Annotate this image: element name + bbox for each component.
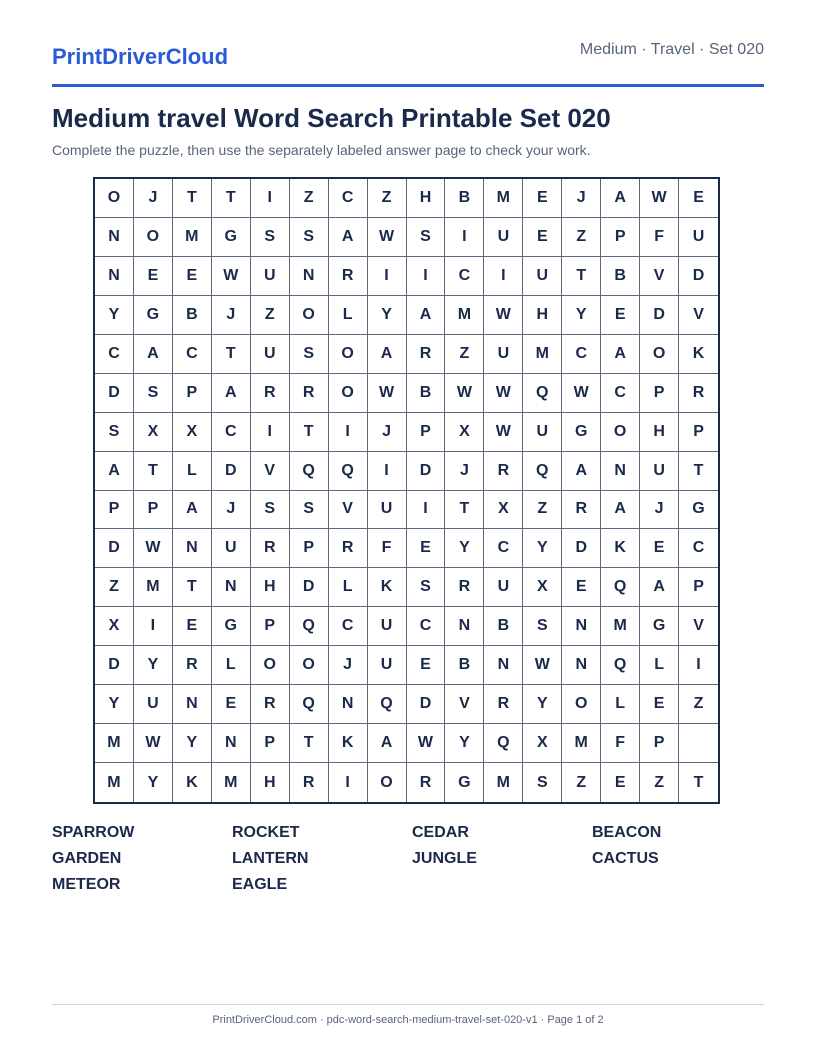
grid-cell[interactable]: E bbox=[173, 257, 212, 296]
grid-cell[interactable]: Y bbox=[368, 296, 407, 335]
grid-cell[interactable]: O bbox=[290, 646, 329, 685]
grid-cell[interactable]: Q bbox=[368, 685, 407, 724]
grid-cell[interactable]: E bbox=[212, 685, 251, 724]
grid-cell[interactable]: R bbox=[329, 529, 368, 568]
grid-cell[interactable]: N bbox=[562, 607, 601, 646]
grid-cell[interactable]: M bbox=[134, 568, 173, 607]
grid-cell[interactable]: E bbox=[407, 646, 446, 685]
grid-cell[interactable]: O bbox=[134, 218, 173, 257]
grid-cell[interactable]: T bbox=[445, 491, 484, 530]
grid-cell[interactable]: M bbox=[95, 724, 134, 763]
grid-cell[interactable]: C bbox=[407, 607, 446, 646]
word-list-item: SPARROW bbox=[52, 824, 135, 841]
puzzle-meta: Medium · Travel · Set 020 bbox=[579, 41, 764, 58]
grid-cell[interactable]: S bbox=[407, 568, 446, 607]
grid-cell[interactable]: I bbox=[329, 413, 368, 452]
grid-cell[interactable]: L bbox=[329, 568, 368, 607]
grid-cell[interactable]: S bbox=[95, 413, 134, 452]
grid-cell[interactable]: I bbox=[329, 763, 368, 802]
grid-cell[interactable]: D bbox=[95, 646, 134, 685]
grid-cell[interactable]: A bbox=[212, 374, 251, 413]
grid-cell[interactable]: A bbox=[601, 179, 640, 218]
grid-cell[interactable]: A bbox=[368, 335, 407, 374]
grid-cell[interactable]: R bbox=[290, 374, 329, 413]
grid-cell[interactable]: Q bbox=[601, 568, 640, 607]
grid-cell[interactable]: I bbox=[484, 257, 523, 296]
grid-cell[interactable]: T bbox=[134, 452, 173, 491]
word-list-item: EAGLE bbox=[232, 876, 288, 893]
grid-cell[interactable]: V bbox=[679, 296, 718, 335]
grid-cell[interactable]: P bbox=[251, 607, 290, 646]
grid-cell[interactable]: G bbox=[640, 607, 679, 646]
grid-cell[interactable]: N bbox=[601, 452, 640, 491]
grid-cell[interactable]: I bbox=[368, 452, 407, 491]
grid-cell[interactable]: E bbox=[601, 763, 640, 802]
grid-cell[interactable]: E bbox=[640, 685, 679, 724]
grid-cell[interactable]: I bbox=[251, 413, 290, 452]
grid-cell[interactable]: P bbox=[679, 568, 718, 607]
grid-cell[interactable]: N bbox=[212, 724, 251, 763]
grid-cell[interactable]: L bbox=[329, 296, 368, 335]
grid-cell[interactable]: Z bbox=[640, 763, 679, 802]
grid-cell[interactable]: H bbox=[523, 296, 562, 335]
grid-cell[interactable]: S bbox=[134, 374, 173, 413]
grid-cell[interactable]: X bbox=[523, 724, 562, 763]
grid-cell[interactable]: V bbox=[679, 607, 718, 646]
grid-cell[interactable]: W bbox=[562, 374, 601, 413]
grid-cell[interactable]: W bbox=[134, 529, 173, 568]
grid-cell[interactable]: J bbox=[445, 452, 484, 491]
grid-cell[interactable]: T bbox=[290, 724, 329, 763]
grid-cell[interactable]: N bbox=[445, 607, 484, 646]
word-list-item: JUNGLE bbox=[412, 850, 477, 867]
grid-cell[interactable]: T bbox=[562, 257, 601, 296]
grid-cell[interactable]: E bbox=[601, 296, 640, 335]
grid-cell[interactable]: E bbox=[640, 529, 679, 568]
grid-cell[interactable]: U bbox=[484, 568, 523, 607]
grid-cell[interactable]: Z bbox=[562, 763, 601, 802]
grid-cell[interactable]: Z bbox=[523, 491, 562, 530]
grid-cell[interactable]: B bbox=[601, 257, 640, 296]
grid-cell[interactable]: W bbox=[445, 374, 484, 413]
grid-cell[interactable]: R bbox=[251, 685, 290, 724]
grid-cell[interactable]: X bbox=[484, 491, 523, 530]
grid-cell[interactable]: U bbox=[251, 335, 290, 374]
grid-cell[interactable]: L bbox=[640, 646, 679, 685]
grid-cell[interactable]: O bbox=[601, 413, 640, 452]
grid-cell[interactable]: R bbox=[329, 257, 368, 296]
grid-cell[interactable]: F bbox=[640, 218, 679, 257]
grid-cell[interactable]: D bbox=[407, 685, 446, 724]
word-list-item: ROCKET bbox=[232, 824, 300, 841]
grid-cell[interactable]: P bbox=[679, 413, 718, 452]
grid-cell[interactable]: S bbox=[407, 218, 446, 257]
grid-cell[interactable]: C bbox=[601, 374, 640, 413]
grid-cell[interactable]: U bbox=[640, 452, 679, 491]
grid-cell[interactable]: J bbox=[329, 646, 368, 685]
grid-cell[interactable]: U bbox=[523, 257, 562, 296]
grid-cell[interactable]: D bbox=[95, 374, 134, 413]
grid-cell[interactable]: J bbox=[134, 179, 173, 218]
grid-cell[interactable]: G bbox=[445, 763, 484, 802]
grid-cell[interactable]: U bbox=[523, 413, 562, 452]
grid-cell[interactable]: S bbox=[523, 763, 562, 802]
grid-cell[interactable]: R bbox=[445, 568, 484, 607]
word-search-grid bbox=[93, 177, 720, 804]
grid-cell[interactable]: A bbox=[173, 491, 212, 530]
grid-cell[interactable]: A bbox=[562, 452, 601, 491]
grid-cell[interactable]: N bbox=[562, 646, 601, 685]
grid-cell[interactable]: G bbox=[212, 607, 251, 646]
grid-cell[interactable]: N bbox=[95, 218, 134, 257]
grid-cell[interactable]: Y bbox=[562, 296, 601, 335]
grid-cell[interactable]: T bbox=[290, 413, 329, 452]
grid-cell[interactable]: P bbox=[640, 374, 679, 413]
grid-cell[interactable]: M bbox=[445, 296, 484, 335]
grid-cell[interactable]: P bbox=[290, 529, 329, 568]
grid-cell[interactable]: Y bbox=[134, 763, 173, 802]
grid-cell[interactable]: Y bbox=[95, 296, 134, 335]
grid-cell[interactable]: I bbox=[679, 646, 718, 685]
grid-cell[interactable]: X bbox=[134, 413, 173, 452]
grid-cell[interactable]: K bbox=[601, 529, 640, 568]
grid-cell[interactable]: L bbox=[173, 452, 212, 491]
grid-cell[interactable]: U bbox=[484, 218, 523, 257]
grid-cell[interactable]: E bbox=[407, 529, 446, 568]
grid-cell[interactable]: W bbox=[407, 724, 446, 763]
grid-cell[interactable]: R bbox=[173, 646, 212, 685]
grid-cell[interactable]: B bbox=[445, 179, 484, 218]
grid-cell[interactable]: Z bbox=[445, 335, 484, 374]
grid-cell[interactable]: L bbox=[212, 646, 251, 685]
grid-cell[interactable]: S bbox=[290, 335, 329, 374]
grid-cell[interactable]: C bbox=[329, 607, 368, 646]
grid-cell[interactable]: W bbox=[368, 374, 407, 413]
grid-cell[interactable]: P bbox=[640, 724, 679, 763]
grid-cell[interactable]: J bbox=[212, 296, 251, 335]
grid-cell[interactable]: U bbox=[679, 218, 718, 257]
grid-cell[interactable]: D bbox=[95, 529, 134, 568]
grid-cell[interactable]: Z bbox=[368, 179, 407, 218]
grid-cell[interactable]: P bbox=[407, 413, 446, 452]
grid-cell[interactable]: X bbox=[173, 413, 212, 452]
grid-cell[interactable]: T bbox=[173, 179, 212, 218]
grid-cell[interactable]: R bbox=[251, 374, 290, 413]
word-list-item: CACTUS bbox=[592, 850, 659, 867]
grid-cell[interactable]: G bbox=[134, 296, 173, 335]
grid-cell[interactable]: V bbox=[251, 452, 290, 491]
grid-cell[interactable]: M bbox=[601, 607, 640, 646]
grid-cell[interactable]: E bbox=[523, 179, 562, 218]
grid-cell[interactable]: D bbox=[640, 296, 679, 335]
grid-cell[interactable]: V bbox=[640, 257, 679, 296]
grid-cell[interactable]: O bbox=[329, 335, 368, 374]
page-footer: PrintDriverCloud.com · pdc-word-search-medium-travel-set-020-v1 · Page 1 of 2 bbox=[212, 1014, 604, 1026]
grid-cell[interactable]: S bbox=[290, 218, 329, 257]
grid-cell[interactable]: Y bbox=[523, 685, 562, 724]
grid-cell[interactable]: C bbox=[173, 335, 212, 374]
grid-cell[interactable]: J bbox=[368, 413, 407, 452]
grid-cell[interactable]: T bbox=[693, 773, 704, 791]
grid-cell[interactable]: C bbox=[445, 257, 484, 296]
grid-cell[interactable]: K bbox=[368, 568, 407, 607]
grid-cell[interactable]: F bbox=[368, 529, 407, 568]
grid-cell[interactable] bbox=[679, 724, 718, 763]
grid-cell[interactable]: R bbox=[407, 335, 446, 374]
grid-cell[interactable]: S bbox=[251, 491, 290, 530]
grid-cell[interactable]: O bbox=[562, 685, 601, 724]
grid-cell[interactable]: Q bbox=[290, 685, 329, 724]
grid-cell[interactable]: D bbox=[407, 452, 446, 491]
grid-cell[interactable]: R bbox=[407, 763, 446, 802]
grid-cell[interactable]: R bbox=[484, 452, 523, 491]
grid-cell[interactable]: W bbox=[484, 413, 523, 452]
grid-cell[interactable]: P bbox=[173, 374, 212, 413]
grid-cell[interactable]: M bbox=[212, 763, 251, 802]
page-header bbox=[52, 36, 764, 87]
grid-cell[interactable]: E bbox=[562, 568, 601, 607]
grid-cell[interactable]: J bbox=[640, 491, 679, 530]
grid-cell[interactable]: S bbox=[251, 218, 290, 257]
grid-cell[interactable]: F bbox=[601, 724, 640, 763]
grid-cell[interactable]: T bbox=[679, 452, 718, 491]
grid-cell[interactable]: J bbox=[212, 491, 251, 530]
grid-cell[interactable]: Y bbox=[173, 724, 212, 763]
word-list bbox=[52, 824, 772, 895]
grid-cell[interactable]: J bbox=[562, 179, 601, 218]
grid-cell[interactable]: G bbox=[562, 413, 601, 452]
word-list-item: CEDAR bbox=[412, 824, 469, 841]
grid-cell[interactable]: L bbox=[601, 685, 640, 724]
grid-cell[interactable]: O bbox=[290, 296, 329, 335]
grid-cell[interactable]: D bbox=[290, 568, 329, 607]
grid-cell[interactable]: W bbox=[640, 179, 679, 218]
grid-cell[interactable]: B bbox=[173, 296, 212, 335]
grid-cell[interactable]: W bbox=[134, 724, 173, 763]
grid-cell[interactable]: D bbox=[679, 257, 718, 296]
grid-cell[interactable]: B bbox=[484, 607, 523, 646]
grid-cell[interactable]: R bbox=[679, 374, 718, 413]
grid-cell[interactable]: C bbox=[95, 335, 134, 374]
grid-cell[interactable]: I bbox=[407, 257, 446, 296]
grid-cell[interactable]: I bbox=[134, 607, 173, 646]
page-title: Medium travel Word Search Printable Set 020 bbox=[52, 103, 611, 133]
grid-cell[interactable]: U bbox=[134, 685, 173, 724]
grid-cell[interactable]: A bbox=[601, 491, 640, 530]
grid-cell[interactable]: C bbox=[329, 179, 368, 218]
grid-cell[interactable]: K bbox=[173, 763, 212, 802]
grid-cell[interactable]: O bbox=[95, 179, 134, 218]
grid-cell[interactable]: X bbox=[445, 413, 484, 452]
grid-cell[interactable]: K bbox=[679, 335, 718, 374]
footer-divider bbox=[52, 1004, 764, 1005]
grid-cell[interactable]: Y bbox=[95, 685, 134, 724]
grid-cell[interactable]: E bbox=[173, 607, 212, 646]
grid-cell[interactable]: A bbox=[329, 218, 368, 257]
grid-cell[interactable]: T bbox=[212, 335, 251, 374]
grid-cell[interactable]: C bbox=[562, 335, 601, 374]
grid-cell[interactable]: U bbox=[484, 335, 523, 374]
grid-cell[interactable]: M bbox=[484, 763, 523, 802]
grid-cell[interactable]: M bbox=[95, 763, 134, 802]
grid-cell[interactable]: N bbox=[329, 685, 368, 724]
grid-cell[interactable]: N bbox=[95, 257, 134, 296]
grid-cell[interactable]: D bbox=[562, 529, 601, 568]
grid-cell[interactable]: P bbox=[95, 491, 134, 530]
grid-cell[interactable]: C bbox=[484, 529, 523, 568]
grid-cell[interactable]: U bbox=[368, 607, 407, 646]
grid-cell[interactable]: G bbox=[212, 218, 251, 257]
grid-cell[interactable]: Y bbox=[523, 529, 562, 568]
grid-cell[interactable]: O bbox=[251, 646, 290, 685]
grid-cell[interactable]: Q bbox=[290, 607, 329, 646]
grid-cell[interactable]: V bbox=[445, 685, 484, 724]
grid-cell[interactable]: I bbox=[407, 491, 446, 530]
grid-cell[interactable]: P bbox=[251, 724, 290, 763]
grid-cell[interactable]: D bbox=[212, 452, 251, 491]
grid-cell[interactable]: T bbox=[173, 568, 212, 607]
grid-cell[interactable]: Q bbox=[484, 724, 523, 763]
grid-cell[interactable]: C bbox=[212, 413, 251, 452]
grid-cell[interactable]: Z bbox=[679, 685, 718, 724]
grid-cell[interactable]: E bbox=[679, 179, 718, 218]
grid-cell[interactable]: C bbox=[679, 529, 718, 568]
grid-cell[interactable]: X bbox=[523, 568, 562, 607]
grid-cell[interactable]: Z bbox=[95, 568, 134, 607]
grid-cell[interactable]: S bbox=[290, 491, 329, 530]
grid-cell[interactable]: Z bbox=[251, 296, 290, 335]
grid-cell[interactable]: K bbox=[329, 724, 368, 763]
grid-cell[interactable]: Y bbox=[445, 724, 484, 763]
grid-cell[interactable]: A bbox=[368, 724, 407, 763]
grid-cell[interactable]: R bbox=[484, 685, 523, 724]
grid-cell[interactable]: Q bbox=[601, 646, 640, 685]
grid-cell[interactable]: H bbox=[640, 413, 679, 452]
grid-cell[interactable]: B bbox=[407, 374, 446, 413]
grid-cell[interactable]: W bbox=[212, 257, 251, 296]
grid-cell[interactable]: P bbox=[601, 218, 640, 257]
grid-cell[interactable]: A bbox=[407, 296, 446, 335]
grid-cell[interactable]: M bbox=[484, 179, 523, 218]
grid-cell[interactable]: Z bbox=[562, 218, 601, 257]
grid-cell[interactable]: H bbox=[407, 179, 446, 218]
grid-cell[interactable]: E bbox=[134, 257, 173, 296]
grid-cell[interactable]: W bbox=[484, 296, 523, 335]
grid-cell[interactable]: H bbox=[251, 568, 290, 607]
grid-cell[interactable]: S bbox=[523, 607, 562, 646]
grid-cell[interactable]: R bbox=[562, 491, 601, 530]
grid-cell[interactable]: T bbox=[212, 179, 251, 218]
grid-cell[interactable]: X bbox=[95, 607, 134, 646]
word-list-item: GARDEN bbox=[52, 850, 122, 867]
grid-cell[interactable]: I bbox=[445, 218, 484, 257]
grid-cell[interactable]: W bbox=[523, 646, 562, 685]
grid-cell[interactable]: R bbox=[251, 529, 290, 568]
brand-logo[interactable]: PrintDriverCloud bbox=[52, 44, 229, 69]
word-list-item: BEACON bbox=[592, 824, 662, 841]
word-list-item: METEOR bbox=[52, 876, 121, 893]
grid-cell[interactable]: N bbox=[173, 685, 212, 724]
grid-cell[interactable]: Y bbox=[134, 646, 173, 685]
grid-cell[interactable]: A bbox=[640, 568, 679, 607]
grid-cell[interactable]: N bbox=[173, 529, 212, 568]
grid-cell[interactable]: O bbox=[640, 335, 679, 374]
grid-cell[interactable]: I bbox=[368, 257, 407, 296]
grid-cell[interactable]: M bbox=[173, 218, 212, 257]
grid-cell[interactable]: P bbox=[134, 491, 173, 530]
grid-cell[interactable]: W bbox=[368, 218, 407, 257]
grid-cell[interactable]: U bbox=[251, 257, 290, 296]
grid-cell[interactable]: Z bbox=[290, 179, 329, 218]
grid-cell[interactable]: N bbox=[212, 568, 251, 607]
grid-cell[interactable]: N bbox=[484, 646, 523, 685]
grid-cell[interactable]: E bbox=[523, 218, 562, 257]
grid-cell[interactable]: Y bbox=[445, 529, 484, 568]
grid-cell[interactable]: N bbox=[290, 257, 329, 296]
grid-cell[interactable]: A bbox=[601, 335, 640, 374]
page-subtitle: Complete the puzzle, then use the separately labeled answer page to check your work. bbox=[52, 142, 591, 158]
grid-cell[interactable]: H bbox=[251, 763, 290, 802]
grid-cell[interactable]: B bbox=[445, 646, 484, 685]
grid-cell[interactable]: Q bbox=[523, 374, 562, 413]
grid-cell[interactable]: Q bbox=[329, 452, 368, 491]
grid-cell[interactable]: R bbox=[290, 763, 329, 802]
grid-cell[interactable]: O bbox=[368, 763, 407, 802]
grid-cell[interactable]: A bbox=[134, 335, 173, 374]
grid-cell[interactable]: A bbox=[95, 452, 134, 491]
grid-cell[interactable]: Q bbox=[523, 452, 562, 491]
word-list-item: LANTERN bbox=[232, 850, 309, 867]
grid-cell[interactable]: U bbox=[368, 646, 407, 685]
grid-cell[interactable]: V bbox=[329, 491, 368, 530]
grid-cell[interactable]: U bbox=[368, 491, 407, 530]
grid-cell[interactable]: O bbox=[329, 374, 368, 413]
grid-cell[interactable]: Q bbox=[290, 452, 329, 491]
grid-cell[interactable]: G bbox=[679, 491, 718, 530]
grid-cell[interactable]: M bbox=[562, 724, 601, 763]
grid-cell[interactable]: M bbox=[523, 335, 562, 374]
grid-cell[interactable]: U bbox=[212, 529, 251, 568]
grid-cell[interactable]: I bbox=[251, 179, 290, 218]
grid-cell[interactable]: W bbox=[484, 374, 523, 413]
